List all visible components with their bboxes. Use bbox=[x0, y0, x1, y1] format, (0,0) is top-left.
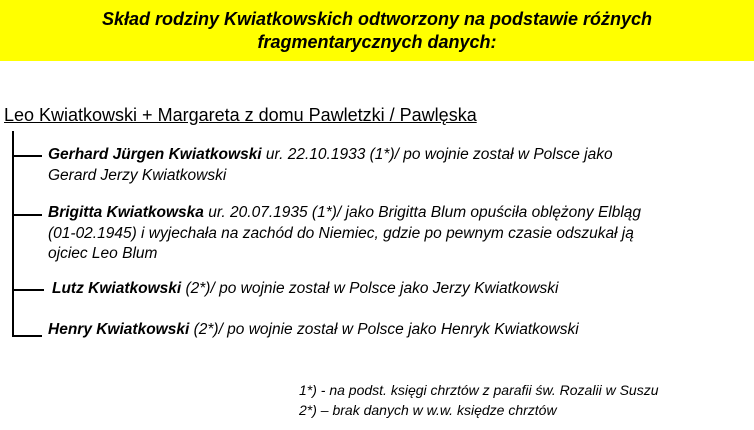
child-text: (2*)/ po wojnie został w Polsce jako Jerzy Kwiatkowski bbox=[181, 280, 559, 297]
footnote-1: 1*) - na podst. księgi chrztów z parafii św. Rozalii w Suszu bbox=[299, 382, 659, 398]
footnote-2: 2*) – brak danych w w.w. księdze chrztów bbox=[299, 402, 557, 418]
child-text: ojciec Leo Blum bbox=[48, 245, 158, 262]
child-name: Henry Kwiatkowski bbox=[48, 321, 190, 338]
tree-branch-2 bbox=[12, 214, 42, 216]
child-text: ur. 22.10.1933 (1*)/ po wojnie został w Polsce jako bbox=[261, 146, 613, 163]
footnotes bbox=[299, 380, 658, 420]
title-banner bbox=[0, 0, 754, 61]
child-name: Brigitta Kwiatkowska bbox=[48, 204, 204, 221]
child-text: ur. 20.07.1935 (1*)/ jako Brigitta Blum opuściła oblężony Elbląg bbox=[203, 204, 642, 221]
tree-vertical-line bbox=[12, 131, 14, 336]
child-text: Gerard Jerzy Kwiatkowski bbox=[48, 166, 227, 184]
child-text: (2*)/ po wojnie został w Polsce jako Henryk Kwiatkowski bbox=[189, 321, 579, 338]
tree-branch-1 bbox=[12, 155, 42, 157]
child-entry-brigitta bbox=[48, 203, 641, 265]
tree-branch-4 bbox=[12, 335, 42, 337]
child-text: (01-02.1945) i wyjechała na zachód do Niemiec, gdzie po pewnym czasie odszukał ją bbox=[48, 224, 634, 242]
title-line-2: fragmentarycznych danych: bbox=[257, 32, 497, 52]
child-name: Lutz Kwiatkowski bbox=[52, 280, 182, 297]
child-entry-lutz bbox=[52, 279, 559, 300]
title-line-1: Skład rodziny Kwiatkowskich odtworzony na podstawie różnych bbox=[101, 9, 653, 29]
child-entry-henry bbox=[48, 320, 579, 341]
parents-heading: Leo Kwiatkowski + Margareta z domu Pawletzki / Pawlęska bbox=[4, 105, 477, 125]
tree-branch-3 bbox=[12, 289, 44, 291]
child-entry-gerhard bbox=[48, 145, 613, 186]
child-name: Gerhard Jürgen Kwiatkowski bbox=[48, 146, 262, 163]
